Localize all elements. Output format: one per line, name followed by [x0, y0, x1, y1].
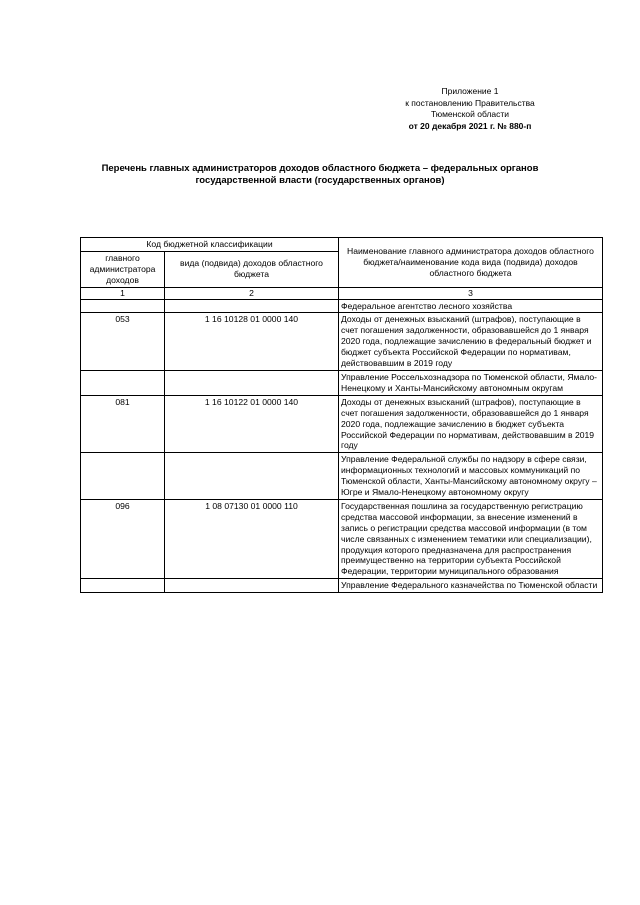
column-number-row	[81, 287, 603, 299]
revenue-code-cell: 1 08 07130 01 0000 110	[165, 499, 339, 578]
revenue-description-cell: Доходы от денежных взысканий (штрафов), поступающие в счет погашения задолженности, образовавшейся до 1 января 2020 года, подлежащие зачислению в федеральный бюджет и бюджет субъекта Российской Федерации по нормативам, действовавшим в 2019 году	[339, 313, 603, 371]
header-type: вида (подвида) доходов областного бюджета	[165, 251, 339, 287]
table-row	[81, 499, 603, 578]
admin-code-cell: 081	[81, 395, 165, 453]
approval-block	[380, 86, 560, 132]
revenue-description-cell: Государственная пошлина за государственную регистрацию средства массовой информации, за внесение изменений в запись о регистрации средства массовой информации (в том числе связанных с изменением тематики или специализации), продукция которого предназначена для распространения преимущественно на территории субъекта Российской Федерации, территории муниципального образования	[339, 499, 603, 578]
header-row-1	[81, 238, 603, 252]
revenue-code-cell	[165, 453, 339, 500]
document-title: Перечень главных администраторов доходов областного бюджета – федеральных органов государственной власти (государственных органов)	[101, 163, 539, 186]
admin-code-cell	[81, 453, 165, 500]
admin-code-cell	[81, 579, 165, 593]
revenue-administrators-table	[80, 237, 603, 593]
approval-line-3: Тюменской области	[430, 109, 510, 119]
revenue-code-cell	[165, 299, 339, 313]
revenue-description-cell: Доходы от денежных взысканий (штрафов), поступающие в счет погашения задолженности, образовавшейся до 1 января 2020 года, подлежащие зачислению в бюджет субъекта Российской Федерации по нормативам, действовавшим в 2019 году	[339, 395, 603, 453]
admin-code-cell	[81, 299, 165, 313]
table-row	[81, 313, 603, 371]
approval-date-number: от 20 декабря 2021 г. № 880-п	[408, 120, 532, 131]
header-name: Наименование главного администратора доходов областного бюджета/наименование кода вида (подвида) доходов областного бюджета	[339, 238, 603, 288]
revenue-code-cell: 1 16 10128 01 0000 140	[165, 313, 339, 371]
administrator-name-cell: Управление Россельхознадзора по Тюменской области, Ямало-Ненецкому и Ханты-Мансийскому автономным округам	[339, 370, 603, 395]
admin-code-cell: 096	[81, 499, 165, 578]
table-row	[81, 579, 603, 593]
table-row	[81, 395, 603, 453]
admin-code-cell	[81, 370, 165, 395]
header-admin: главного администратора доходов	[81, 251, 165, 287]
revenue-code-cell	[165, 370, 339, 395]
admin-code-cell: 053	[81, 313, 165, 371]
header-kbk: Код бюджетной классификации	[81, 238, 339, 252]
approval-line-2: к постановлению Правительства	[405, 97, 535, 108]
revenue-code-cell	[165, 579, 339, 593]
column-number-2: 2	[165, 287, 339, 299]
table-row	[81, 453, 603, 500]
column-number-1: 1	[81, 287, 165, 299]
table-row	[81, 299, 603, 313]
revenue-code-cell: 1 16 10122 01 0000 140	[165, 395, 339, 453]
administrator-name-cell: Управление Федеральной службы по надзору в сфере связи, информационных технологий и массовых коммуникаций по Тюменской области, Ханты-Мансийскому автономному округу – Югре и Ямало-Ненецкому автономному округу	[339, 453, 603, 500]
administrator-name-cell: Управление Федерального казначейства по Тюменской области	[339, 579, 603, 593]
administrator-name-cell: Федеральное агентство лесного хозяйства	[339, 299, 603, 313]
table-row	[81, 370, 603, 395]
column-number-3: 3	[339, 287, 603, 299]
approval-line-1: Приложение 1	[441, 86, 499, 96]
